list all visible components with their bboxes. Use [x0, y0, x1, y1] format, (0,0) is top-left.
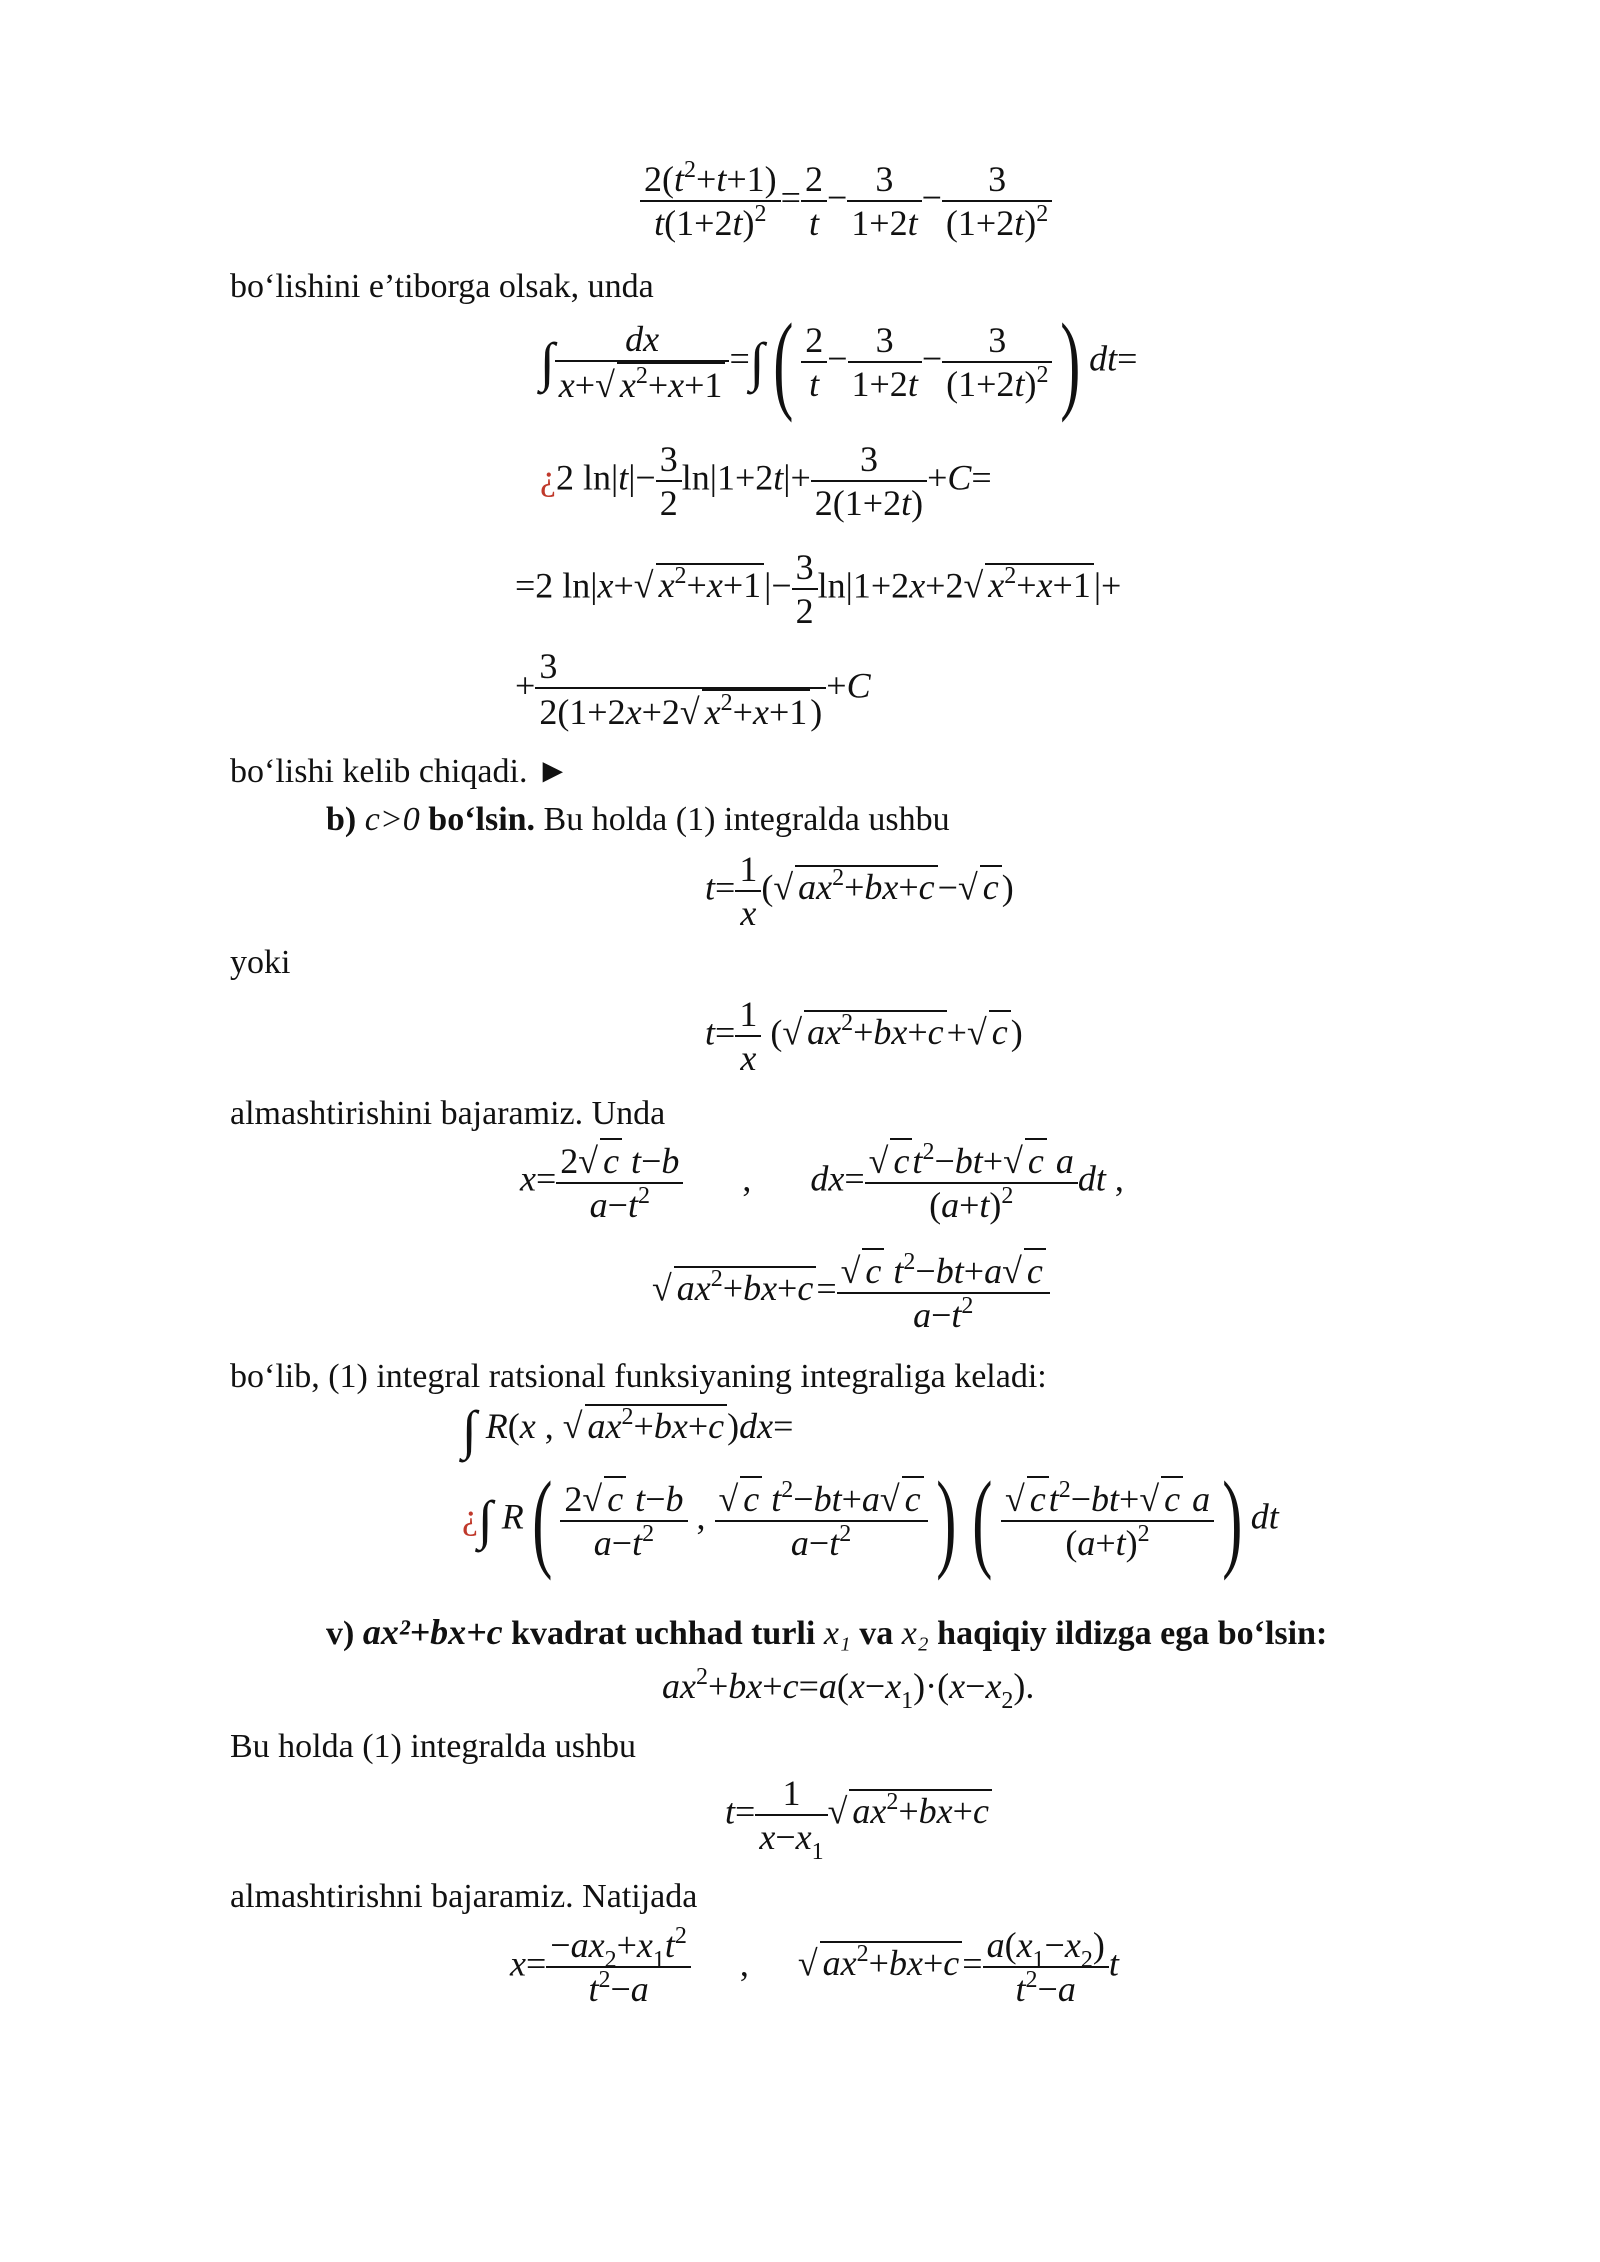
case-v-text-a: kvadrat uchhad turli: [511, 1615, 816, 1652]
formula-substitution-minus: t= $\frac{1}{x}$ (√ $ax^2+bx+c-√$ c): [705, 849, 1014, 933]
text-line-1: bo‘lishini e’tiborga olsak, unda: [230, 268, 654, 305]
case-v-heading: [326, 1612, 1327, 1654]
formula-antiderivative-t: ¿2 ln|t|− $\frac{3}{2}$ ln|1+2t|+ $\frac{3}{2(1+2t)}$ +C=: [540, 439, 992, 523]
text-line-2: bo‘lishi kelib chiqadi. ►: [230, 753, 570, 790]
text-line-4: yoki: [230, 944, 291, 981]
case-b-rest: Bu holda (1) integralda ushbu: [543, 801, 950, 838]
case-b-label: b): [326, 801, 357, 838]
text-line-9: almashtirishni bajaramiz. Natijada: [230, 1878, 698, 1915]
formula-integral-R: ∫ R(x , √ $ax^2+bx+c)dx=$: [462, 1399, 794, 1460]
formula-root-expression: √ $ax^2+bx+c=$ $\frac{√ c t^2-bt+a√ c}{a-t^2}$: [652, 1248, 1050, 1336]
formula-substitution-root: t= $\frac{1}{x-x_1}$ √ $ax^2+bx+c$: [725, 1772, 992, 1858]
case-v-va: va: [859, 1615, 894, 1652]
text-line-6: bo‘lib, (1) integral ratsional funksiyaning integraliga keladi:: [230, 1358, 1047, 1395]
case-v-text-b: haqiqiy ildizga ega bo‘lsin:: [937, 1615, 1328, 1652]
case-v-expression: ax²+bx+c: [362, 1612, 503, 1652]
case-b-condition: c>0: [364, 801, 420, 838]
case-b-bold: bo‘lsin.: [428, 801, 536, 838]
formula-result-v: x= $\frac{-ax_2+x_1t^2}{t^2-a}$ , √ $ax^2+bx+c=$ $\frac{a(x_1-x_2)}{t^2-a}$ t: [510, 1923, 1119, 2009]
case-b-heading: [326, 800, 950, 840]
formula-integral-substitution: ∫ $\frac{dx}{x+√ x^2+x+1}$ =∫( $\frac{2}{t}$ − $\frac{3}{1+2t}$ − $\frac{3}{(1+2t)^2}$ ) dt=: [540, 301, 1138, 423]
text-line-8: Bu holda (1) integralda ushbu: [230, 1728, 637, 1765]
formula-factorization: $ax^2+bx+c=a(x-x_1)\cdot(x-x_2)$.: [662, 1664, 1035, 1714]
case-v-label: v): [326, 1615, 355, 1652]
text-line-5: almashtirishini bajaramiz. Unda: [230, 1095, 666, 1132]
formula-substitution-plus: t= $\frac{1}{x}$ (√ $ax^2+bx+c+√$ c): [705, 994, 1023, 1078]
formula-x-dx: x= $\frac{\text{2√ c t−b}}{a-t^2}$ , dx= $\frac{√ ct^2-bt+√ c a}{(a+t)^2}$ dt ,: [520, 1139, 1124, 1225]
formula-integral-R-rational: ¿∫ R( $\frac{\text{2√ c t−b}}{a-t^2}$ , $\frac{√ c t^2-bt+a√ c}{a-t^2}$ ) ( $\frac{√ ct^2-bt+√ c a}{(a+t)^2}$ ) dt: [462, 1459, 1279, 1581]
case-v-x2: x₂: [901, 1615, 929, 1652]
formula-result-line-2: + $\frac{3}{2(1+2x+2√ x^2+x+1)}$ +C: [515, 646, 871, 732]
case-v-x1: x₁: [823, 1615, 851, 1652]
formula-partial-fractions: $\frac{2(t^2+t+1)}{t(1+2t)^2}$ = $\frac{2}{t}$ − $\frac{3}{1+2t}$ − $\frac{3}{(1+2t)^2}$: [640, 158, 1052, 244]
formula-result-line-1: =2 ln|x+√ $x^2+x+1|-$ $\frac{3}{2}$ ln|1+2x+2√ $x^2+x+1|+$: [515, 547, 1122, 631]
